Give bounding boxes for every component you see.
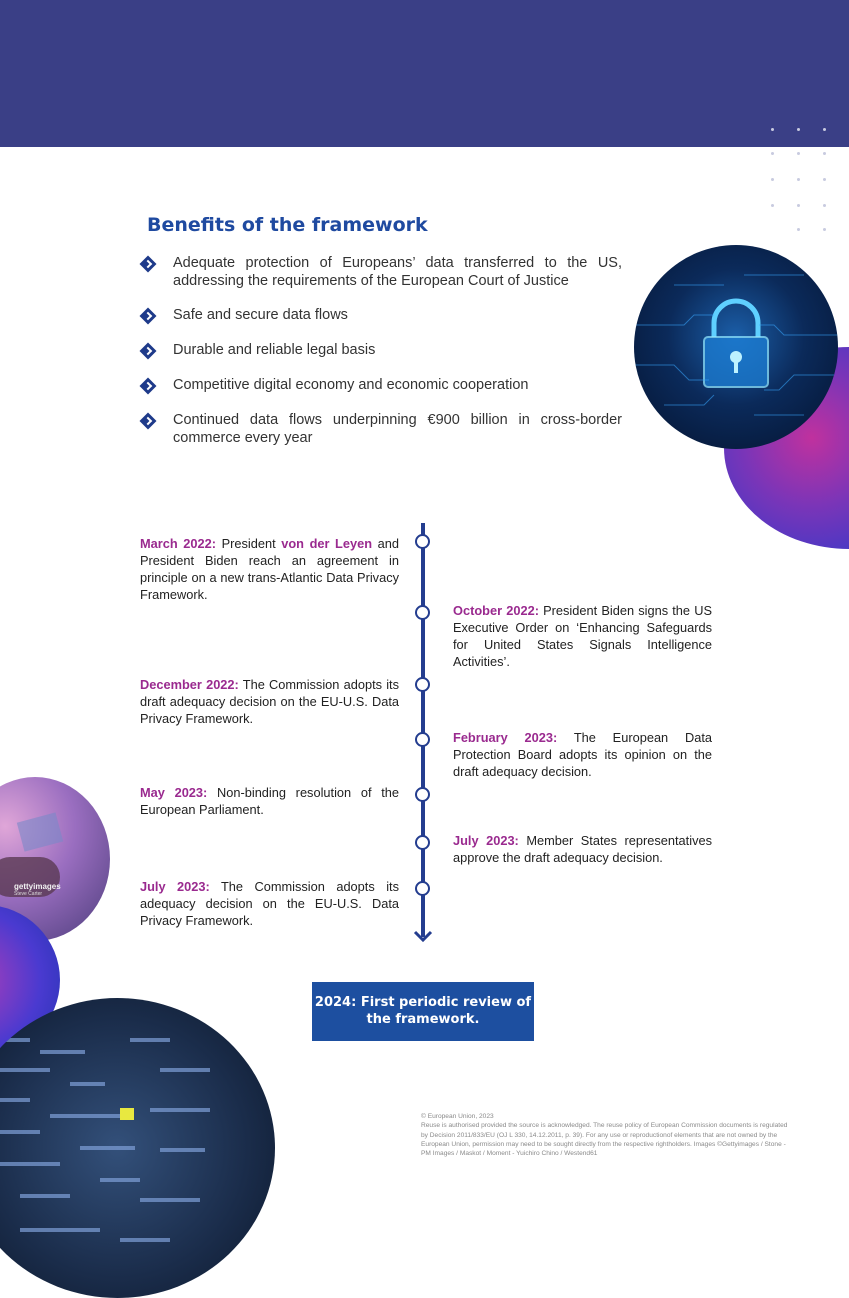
- list-item: Adequate protection of Europeans’ data transferred to the US, addressing the requirements of the European Court of Justice: [140, 254, 622, 290]
- list-item: Continued data flows underpinning €900 billion in cross-border commerce every year: [140, 411, 622, 447]
- timeline-node: [415, 605, 430, 620]
- benefits-title: Benefits of the framework: [147, 214, 428, 236]
- cyber-lock-image: [634, 245, 838, 449]
- list-item: Durable and reliable legal basis: [140, 341, 622, 359]
- timeline-event: February 2023: The European Data Protection Board adopts its opinion on the draft adequacy decision.: [453, 730, 712, 779]
- getty-watermark: gettyimages Steve Carter: [14, 882, 61, 897]
- timeline-node: [415, 835, 430, 850]
- list-item: Safe and secure data flows: [140, 306, 622, 324]
- timeline-node: [415, 534, 430, 549]
- diamond-bullet-icon: [140, 308, 157, 325]
- timeline-node: [415, 677, 430, 692]
- list-item: Competitive digital economy and economic cooperation: [140, 376, 622, 394]
- timeline-node: [415, 732, 430, 747]
- timeline-event: July 2023: The Commission adopts its adequacy decision on the EU-U.S. Data Privacy Framework.: [140, 879, 399, 928]
- header-band: [0, 0, 849, 147]
- timeline-event: December 2022: The Commission adopts its draft adequacy decision on the EU-U.S. Data Privacy Framework.: [140, 677, 400, 726]
- data-matrix-image: [0, 998, 275, 1298]
- timeline-event: July 2023: Member States representatives approve the draft adequacy decision.: [453, 833, 712, 865]
- diamond-bullet-icon: [140, 343, 157, 360]
- timeline-arrow-icon: [413, 928, 433, 944]
- circuit-lines-icon: [634, 245, 838, 449]
- timeline-node: [415, 881, 430, 896]
- benefits-list: [140, 254, 622, 447]
- decorative-dots: [771, 128, 831, 248]
- data-pattern-icon: [0, 998, 275, 1298]
- copyright-notice: © European Union, 2023 Reuse is authorised provided the source is acknowledged. The reuse policy of European Commission documents is regulated by Decision 2011/833/EU (OJ L 330, 14.12.2011, p. 39). For any use or reproductionof elements that are not owned by the European Union, permission may need to be sought directly from the respective rightholders. Images ©Gettyimages / Stone - PM Images / Maskot / Moment - Yuichiro Chino / Westend61: [421, 1113, 788, 1158]
- diamond-bullet-icon: [140, 413, 157, 430]
- diamond-bullet-icon: [140, 256, 157, 273]
- timeline-event: October 2022: President Biden signs the US Executive Order on ‘Enhancing Safeguards for United States Signals Intelligence Activities’.: [453, 603, 712, 669]
- timeline-node: [415, 787, 430, 802]
- diamond-bullet-icon: [140, 378, 157, 395]
- periodic-review-box: 2024: First periodic review of the framework.: [312, 982, 534, 1041]
- timeline-line: [421, 523, 425, 937]
- timeline-event: May 2023: Non-binding resolution of the European Parliament.: [140, 785, 399, 817]
- timeline-event: March 2022: President von der Leyen and President Biden reach an agreement in principle on a new trans-Atlantic Data Privacy Framework.: [140, 536, 399, 602]
